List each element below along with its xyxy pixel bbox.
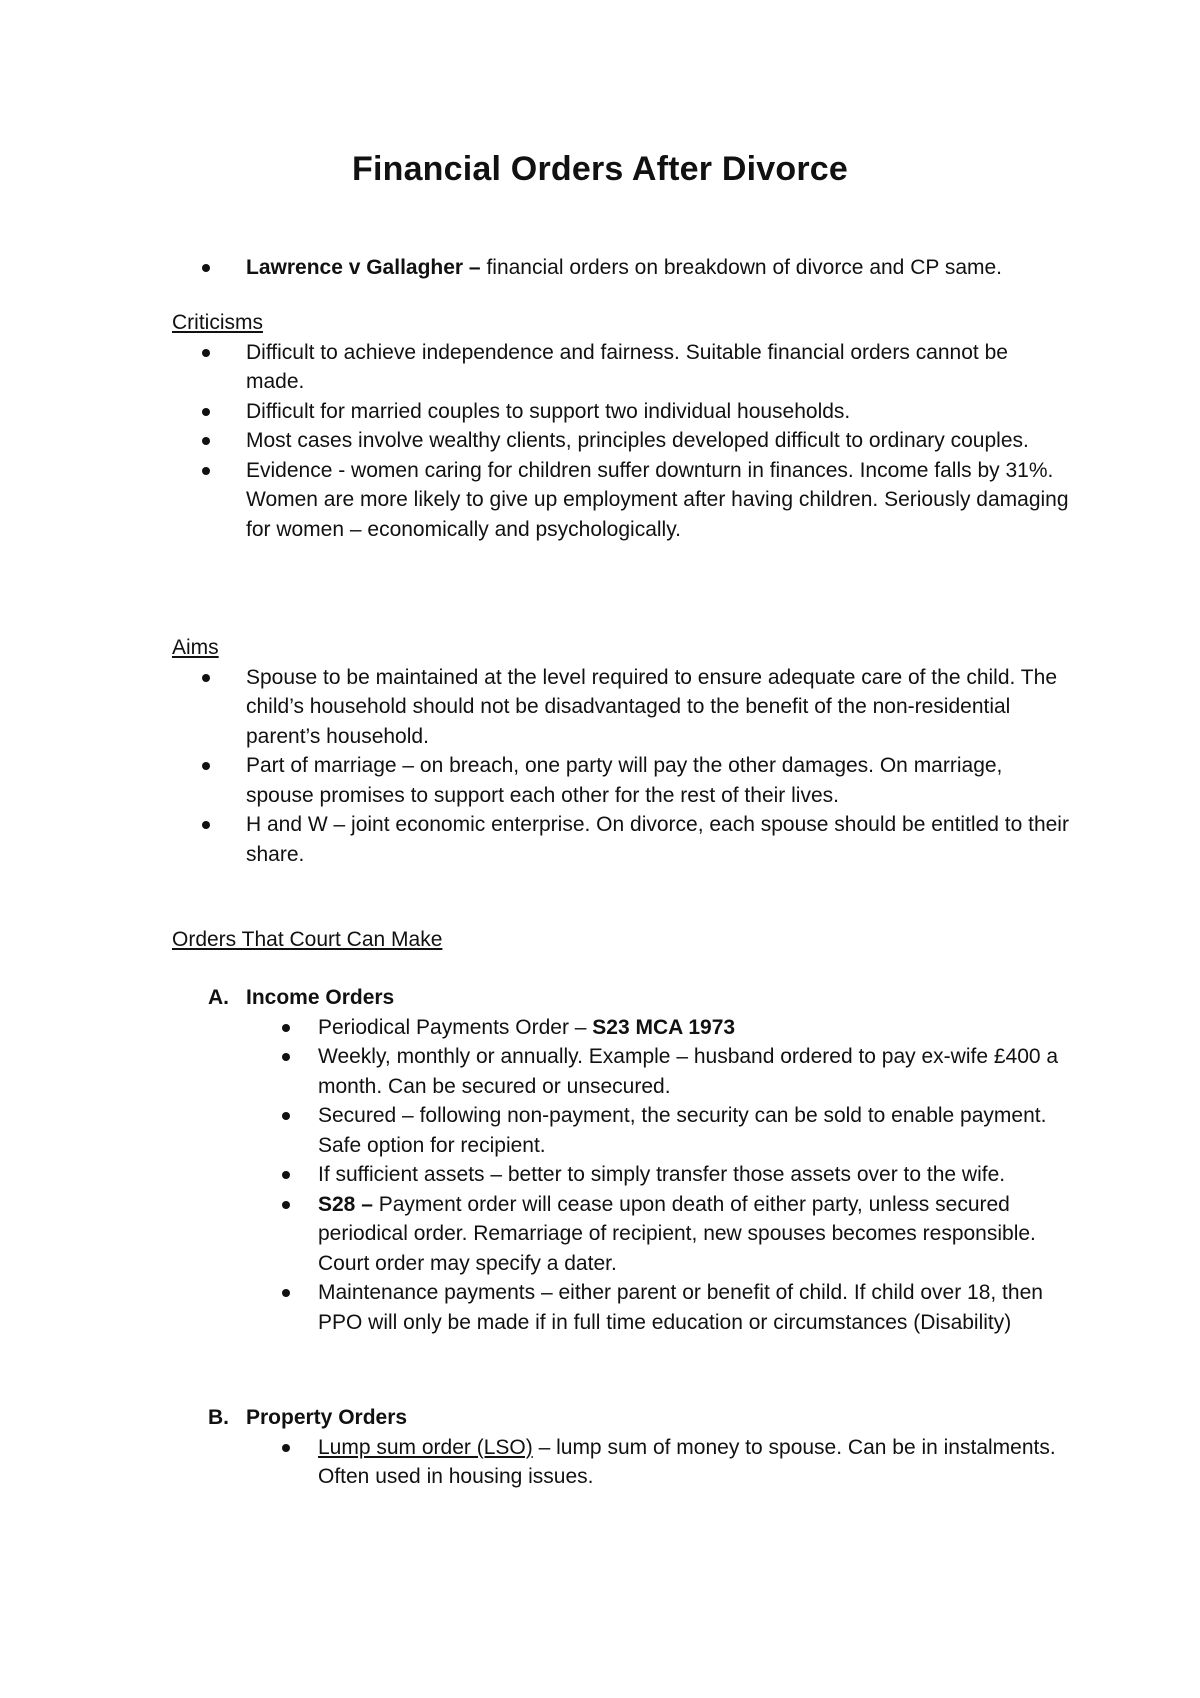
list-item [172, 1433, 1072, 1492]
ppo-text: Periodical Payments Order – [318, 1015, 593, 1039]
income-orders-letter: A. [208, 986, 229, 1009]
case-name: Lawrence v Gallagher – [246, 256, 481, 279]
property-orders-letter: B. [208, 1406, 229, 1429]
orders-heading: Orders That Court Can Make [172, 928, 443, 951]
list-item: If sufficient assets – better to simply transfer those assets over to the wife. [172, 1160, 1072, 1190]
s28-text: Payment order will cease upon death of either party, unless secured periodical order. Remarriage of recipient, new spouses becomes responsible. Court order may specify a dater. [318, 1192, 1036, 1275]
property-orders-label: Property Orders [246, 1406, 408, 1429]
list-item: H and W – joint economic enterprise. On divorce, each spouse should be entitled to their share. [172, 810, 1072, 869]
income-orders-section [172, 983, 1072, 1337]
criticisms-heading: Criticisms [172, 311, 263, 334]
case-text: financial orders on breakdown of divorce and CP same. [480, 256, 1003, 279]
lso-term: Lump sum order (LSO) [318, 1435, 533, 1459]
list-item: Difficult to achieve independence and fairness. Suitable financial orders cannot be made. [172, 338, 1072, 397]
intro-section [172, 253, 1072, 283]
list-item: Secured – following non-payment, the security can be sold to enable payment. Safe option for recipient. [172, 1101, 1072, 1160]
list-item: Most cases involve wealthy clients, principles developed difficult to ordinary couples. [172, 426, 1072, 456]
s28-label: S28 – [318, 1192, 373, 1216]
list-item: Difficult for married couples to support two individual households. [172, 397, 1072, 427]
aims-section [172, 633, 1072, 869]
ppo-statute: S23 MCA 1973 [592, 1015, 736, 1039]
list-item: Spouse to be maintained at the level required to ensure adequate care of the child. The child’s household should not be disadvantaged to the benefit of the non-residential parent’s household. [172, 663, 1072, 752]
list-item: Part of marriage – on breach, one party will pay the other damages. On marriage, spouse promises to support each other for the rest of their lives. [172, 751, 1072, 810]
aims-heading: Aims [172, 636, 219, 659]
criticisms-section [172, 308, 1072, 544]
lso-text: – lump sum of money to spouse. Can be in instalments. Often used in housing issues. [318, 1435, 1056, 1488]
income-orders-label: Income Orders [246, 986, 395, 1009]
list-item [172, 1013, 1072, 1043]
list-item: Evidence - women caring for children suffer downturn in finances. Income falls by 31%. Women are more likely to give up employment after having children. Seriously damaging for women – economically and psychologically. [172, 456, 1072, 545]
list-item [172, 1190, 1072, 1279]
list-item: Weekly, monthly or annually. Example – husband ordered to pay ex-wife £400 a month. Can be secured or unsecured. [172, 1042, 1072, 1101]
property-orders-heading [172, 1403, 1072, 1433]
orders-section [172, 925, 1072, 955]
list-item: Maintenance payments – either parent or benefit of child. If child over 18, then PPO will only be made if in full time education or circumstances (Disability) [172, 1278, 1072, 1337]
income-orders-heading [172, 983, 1072, 1013]
list-item [172, 253, 1072, 283]
property-orders-section [172, 1403, 1072, 1492]
page-title: Financial Orders After Divorce [351, 150, 848, 188]
